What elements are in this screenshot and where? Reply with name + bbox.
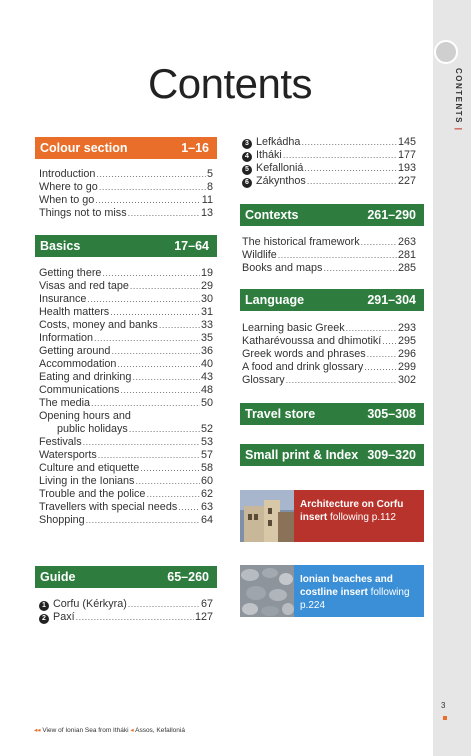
entry-title: Accommodation	[39, 358, 117, 370]
entry-page: 193	[397, 162, 416, 174]
credit-a: View of Ionian Sea from Itháki	[42, 727, 129, 734]
toc-entry[interactable]	[39, 598, 213, 611]
colour-list	[39, 168, 213, 220]
card-page: p.224	[300, 600, 326, 611]
leader-dots	[102, 267, 200, 280]
entry-page: 11	[201, 194, 213, 206]
leader-dots	[361, 236, 397, 249]
entry-page: 50	[200, 397, 213, 409]
toc-entry[interactable]	[39, 194, 213, 207]
leader-dots	[76, 611, 194, 624]
toc-entry[interactable]	[242, 149, 416, 162]
entry-title: Where to go	[39, 181, 98, 193]
leader-dots	[283, 149, 397, 162]
entry-page: 8	[206, 181, 213, 193]
entry-page: 13	[200, 207, 213, 219]
toc-entry[interactable]	[39, 436, 213, 449]
toc-entry[interactable]	[39, 501, 213, 514]
tab-marker	[434, 40, 458, 64]
section-guide[interactable]	[35, 566, 217, 588]
toc-entry[interactable]	[39, 280, 213, 293]
entry-title: Greek words and phrases	[242, 348, 366, 360]
section-pages: 261–290	[367, 208, 416, 222]
entry-title: Travellers with special needs	[39, 501, 178, 513]
leader-dots	[132, 371, 200, 384]
section-contexts[interactable]	[240, 204, 424, 226]
page-number: 3	[441, 701, 446, 710]
leader-dots	[178, 501, 200, 514]
toc-entry[interactable]	[242, 162, 416, 175]
toc-entry[interactable]	[39, 410, 213, 423]
credit-b: Assos, Kefalloniá	[135, 727, 185, 734]
entry-page: 177	[397, 149, 416, 161]
entry-page: 43	[200, 371, 213, 383]
toc-entry[interactable]	[39, 319, 213, 332]
entry-title: Zákynthos	[256, 175, 306, 187]
section-pages: 65–260	[167, 570, 209, 584]
leader-dots	[96, 168, 206, 181]
toc-entry[interactable]	[39, 462, 213, 475]
leader-dots	[301, 136, 397, 149]
card-following: following p.112	[330, 512, 396, 523]
entry-page: 58	[200, 462, 213, 474]
entry-page: 299	[397, 361, 416, 373]
leader-dots	[146, 488, 200, 501]
architecture-insert-card[interactable]	[240, 490, 424, 542]
entry-title: Culture and etiquette	[39, 462, 140, 474]
leader-dots	[117, 358, 200, 371]
section-pages: 305–308	[367, 407, 416, 421]
entry-title: Introduction	[39, 168, 96, 180]
entry-title: Glossary	[242, 374, 285, 386]
toc-entry[interactable]	[242, 322, 416, 335]
toc-entry[interactable]	[242, 374, 416, 387]
leader-dots	[364, 361, 397, 374]
toc-entry[interactable]	[39, 345, 213, 358]
leader-dots	[120, 384, 200, 397]
section-label: Colour section	[40, 141, 128, 155]
entry-title: When to go	[39, 194, 95, 206]
card-insert-label: insert	[300, 512, 328, 523]
entry-page: 285	[397, 262, 416, 274]
entry-title: Festivals	[39, 436, 82, 448]
toc-entry[interactable]	[39, 384, 213, 397]
section-language[interactable]	[240, 289, 424, 311]
card-title: Architecture on Corfu	[300, 499, 404, 510]
section-basics[interactable]	[35, 235, 217, 257]
entry-page: 293	[397, 322, 416, 334]
entry-page: 62	[200, 488, 213, 500]
entry-title: A food and drink glossary	[242, 361, 364, 373]
section-small-print[interactable]	[240, 444, 424, 466]
entry-title: Kefalloniá	[256, 162, 304, 174]
entry-title: Opening hours and	[39, 410, 131, 422]
leader-dots	[159, 319, 200, 332]
chapter-number-icon: 6	[242, 178, 252, 188]
section-colour[interactable]	[35, 137, 217, 159]
leader-dots	[91, 397, 200, 410]
toc-entry[interactable]	[242, 335, 416, 348]
guide-list-continued	[242, 136, 416, 188]
leader-dots	[346, 322, 397, 335]
entry-page: 53	[200, 436, 213, 448]
section-label: Travel store	[245, 407, 316, 421]
entry-page: 35	[200, 332, 213, 344]
entry-title: Communications	[39, 384, 120, 396]
page-title: Contents	[147, 60, 313, 107]
leader-dots	[367, 348, 397, 361]
entry-page: 64	[200, 514, 213, 526]
leader-dots	[130, 280, 200, 293]
entry-title: Corfu (Kérkyra)	[53, 598, 127, 610]
section-label: Basics	[40, 239, 81, 253]
entry-title: Katharévoussa and dhimotikí	[242, 335, 382, 347]
section-pages: 17–64	[174, 239, 209, 253]
chapter-number-icon: 2	[39, 614, 49, 624]
entry-page: 281	[397, 249, 416, 261]
entry-page: 57	[200, 449, 213, 461]
entry-title: Books and maps	[242, 262, 323, 274]
card-following: following	[370, 587, 410, 598]
leader-dots	[99, 181, 206, 194]
chapter-number-icon: 4	[242, 152, 252, 162]
entry-page: 60	[200, 475, 213, 487]
toc-entry[interactable]	[39, 475, 213, 488]
leader-dots	[382, 335, 397, 348]
leader-dots	[94, 332, 200, 345]
beaches-insert-card[interactable]	[240, 565, 424, 617]
entry-page: 5	[206, 168, 213, 180]
entry-title: Paxí	[53, 611, 75, 623]
leader-dots	[98, 449, 200, 462]
section-travel-store[interactable]	[240, 403, 424, 425]
page-marker	[443, 716, 447, 720]
leader-dots	[135, 475, 200, 488]
entry-title: Living in the Ionians	[39, 475, 135, 487]
toc-entry[interactable]	[39, 611, 213, 624]
entry-page: 36	[200, 345, 213, 357]
entry-title: Information	[39, 332, 94, 344]
toc-entry[interactable]	[39, 267, 213, 280]
toc-entry[interactable]	[242, 249, 416, 262]
entry-title: Getting around	[39, 345, 111, 357]
toc-entry[interactable]	[39, 514, 213, 527]
entry-page: 67	[200, 598, 213, 610]
chapter-number-icon: 5	[242, 165, 252, 175]
leader-dots	[140, 462, 200, 475]
entry-page: 296	[397, 348, 416, 360]
entry-page: 145	[397, 136, 416, 148]
entry-title: Visas and red tape	[39, 280, 129, 292]
entry-page: 52	[200, 423, 213, 435]
toc-entry[interactable]	[39, 397, 213, 410]
leader-dots	[110, 306, 200, 319]
section-label: Small print & Index	[245, 448, 359, 462]
toc-entry[interactable]	[242, 348, 416, 361]
photo-credits: ◂◂ View of Ionian Sea from Itháki ◂ Assos, Kefalloniá	[34, 727, 185, 734]
toc-entry[interactable]	[39, 371, 213, 384]
leader-dots	[129, 423, 200, 436]
leader-dots	[111, 345, 200, 358]
toc-entry[interactable]	[39, 181, 213, 194]
entry-page: 40	[200, 358, 213, 370]
entry-title: The historical framework	[242, 236, 360, 248]
toc-entry[interactable]	[242, 361, 416, 374]
section-label: Guide	[40, 570, 76, 584]
beaches-thumbnail	[240, 565, 294, 617]
basics-list	[39, 267, 213, 527]
entry-title: Shopping	[39, 514, 85, 526]
entry-title: Trouble and the police	[39, 488, 146, 500]
entry-title: Lefkádha	[256, 136, 301, 148]
toc-entry[interactable]	[39, 306, 213, 319]
leader-dots	[304, 162, 397, 175]
section-pages: 309–320	[367, 448, 416, 462]
toc-entry[interactable]	[39, 293, 213, 306]
leader-dots	[286, 374, 397, 387]
entry-title: Things not to miss	[39, 207, 127, 219]
toc-entry[interactable]	[242, 236, 416, 249]
entry-page: 63	[200, 501, 213, 513]
section-label: Contexts	[245, 208, 299, 222]
entry-title: public holidays	[57, 423, 128, 435]
entry-page: 295	[397, 335, 416, 347]
section-pages: 291–304	[367, 293, 416, 307]
leader-dots	[86, 514, 200, 527]
leader-dots	[95, 194, 201, 207]
leader-dots	[128, 598, 200, 611]
toc-entry[interactable]	[39, 449, 213, 462]
card-insert-label: insert	[340, 587, 368, 598]
toc-entry[interactable]	[39, 332, 213, 345]
entry-title: Watersports	[39, 449, 97, 461]
entry-title: Costs, money and banks	[39, 319, 158, 331]
entry-title: Eating and drinking	[39, 371, 132, 383]
entry-title: The media	[39, 397, 91, 409]
entry-page: 30	[200, 293, 213, 305]
entry-title: Insurance	[39, 293, 87, 305]
entry-title: Wildlife	[242, 249, 277, 261]
toc-entry[interactable]	[242, 136, 416, 149]
card-title: Ionian beaches and	[300, 574, 393, 585]
entry-page: 302	[397, 374, 416, 386]
architecture-thumbnail	[240, 490, 294, 542]
entry-page: 29	[200, 280, 213, 292]
chapter-number-icon: 1	[39, 601, 49, 611]
entry-page: 227	[397, 175, 416, 187]
entry-page: 48	[200, 384, 213, 396]
entry-title: Itháki	[256, 149, 282, 161]
entry-page: 33	[200, 319, 213, 331]
language-list	[242, 322, 416, 387]
card-title-2: costline	[300, 587, 338, 598]
toc-entry[interactable]	[242, 262, 416, 275]
section-pages: 1–16	[181, 141, 209, 155]
entry-page: 263	[397, 236, 416, 248]
leader-dots	[278, 249, 397, 262]
leader-dots	[128, 207, 200, 220]
guide-list	[39, 598, 213, 624]
leader-dots	[307, 175, 397, 188]
entry-page: 31	[200, 306, 213, 318]
leader-dots	[323, 262, 397, 275]
side-label: CONTENTS |	[454, 68, 463, 132]
toc-entry[interactable]	[39, 358, 213, 371]
leader-dots	[83, 436, 200, 449]
entry-title: Health matters	[39, 306, 110, 318]
entry-page: 19	[200, 267, 213, 279]
toc-entry[interactable]	[242, 175, 416, 188]
section-label: Language	[245, 293, 305, 307]
entry-title: Learning basic Greek	[242, 322, 345, 334]
toc-entry[interactable]	[39, 168, 213, 181]
entry-page: 127	[194, 611, 213, 623]
toc-entry[interactable]	[39, 488, 213, 501]
toc-entry[interactable]	[39, 423, 213, 436]
entry-title: Getting there	[39, 267, 102, 279]
contexts-list	[242, 236, 416, 275]
toc-entry[interactable]	[39, 207, 213, 220]
leader-dots	[87, 293, 200, 306]
chapter-number-icon: 3	[242, 139, 252, 149]
